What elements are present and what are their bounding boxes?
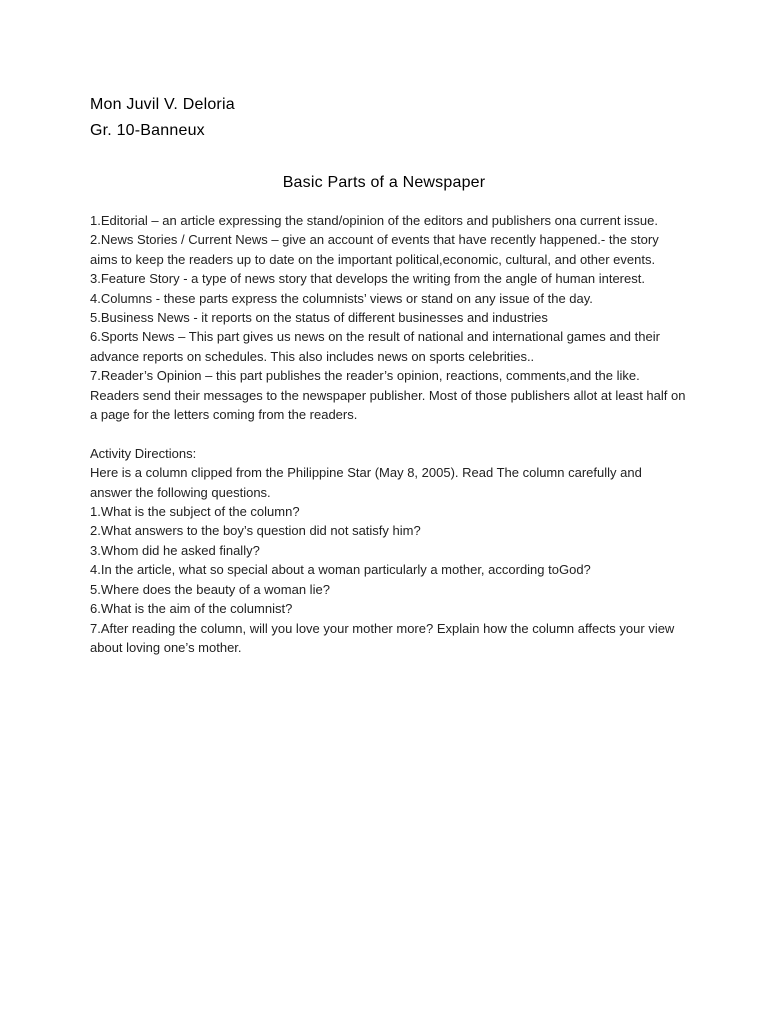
part-readers-opinion: 7.Reader’s Opinion – this part publishes the reader’s opinion, reactions, comments,and the like. Readers send their messages to the newspaper publisher. Most of those publishers allot at least half on a page for the letters coming from the readers. [90, 368, 686, 423]
part-feature-story: 3.Feature Story - a type of news story that develops the writing from the angle of human interest. [90, 271, 645, 287]
paragraph-spacer [90, 424, 686, 443]
author-name: Mon Juvil V. Deloria [90, 96, 235, 113]
activity-heading: Activity Directions: [90, 445, 197, 461]
part-columns: 4.Columns - these parts express the columnists’ views or stand on any issue of the day. [90, 290, 593, 306]
part-sports-news: 6.Sports News – This part gives us news on the result of national and international games and their advance reports on schedules. This also includes news on sports celebrities.. [90, 329, 660, 364]
part-news-stories: 2.News Stories / Current News – give an account of events that have recently happened.- the story aims to keep the readers up to date on the important political,economic, cultural, and other events. [90, 232, 659, 267]
question-item: 2.What answers to the boy’s question did not satisfy him? [90, 523, 421, 539]
question-item: 5.Where does the beauty of a woman lie? [90, 581, 330, 597]
grade-section: Gr. 10-Banneux [90, 122, 205, 139]
activity-intro: Here is a column clipped from the Philippine Star (May 8, 2005). Read The column carefully and answer the following questions. [90, 465, 642, 500]
question-item: 1.What is the subject of the column? [90, 504, 300, 520]
part-business-news: 5.Business News - it reports on the status of different businesses and industries [90, 310, 548, 326]
question-item: 4.In the article, what so special about a woman particularly a mother, according toGod? [90, 562, 591, 578]
question-item: 3.Whom did he asked finally? [90, 542, 260, 558]
document-title: Basic Parts of a Newspaper [282, 174, 486, 191]
part-editorial: 1.Editorial – an article expressing the stand/opinion of the editors and publishers ona current issue. [90, 213, 659, 228]
question-item: 6.What is the aim of the columnist? [90, 601, 293, 617]
document-body [90, 211, 686, 657]
question-item: 7.After reading the column, will you love your mother more? Explain how the column affects your view about loving one’s mother. [90, 620, 675, 655]
